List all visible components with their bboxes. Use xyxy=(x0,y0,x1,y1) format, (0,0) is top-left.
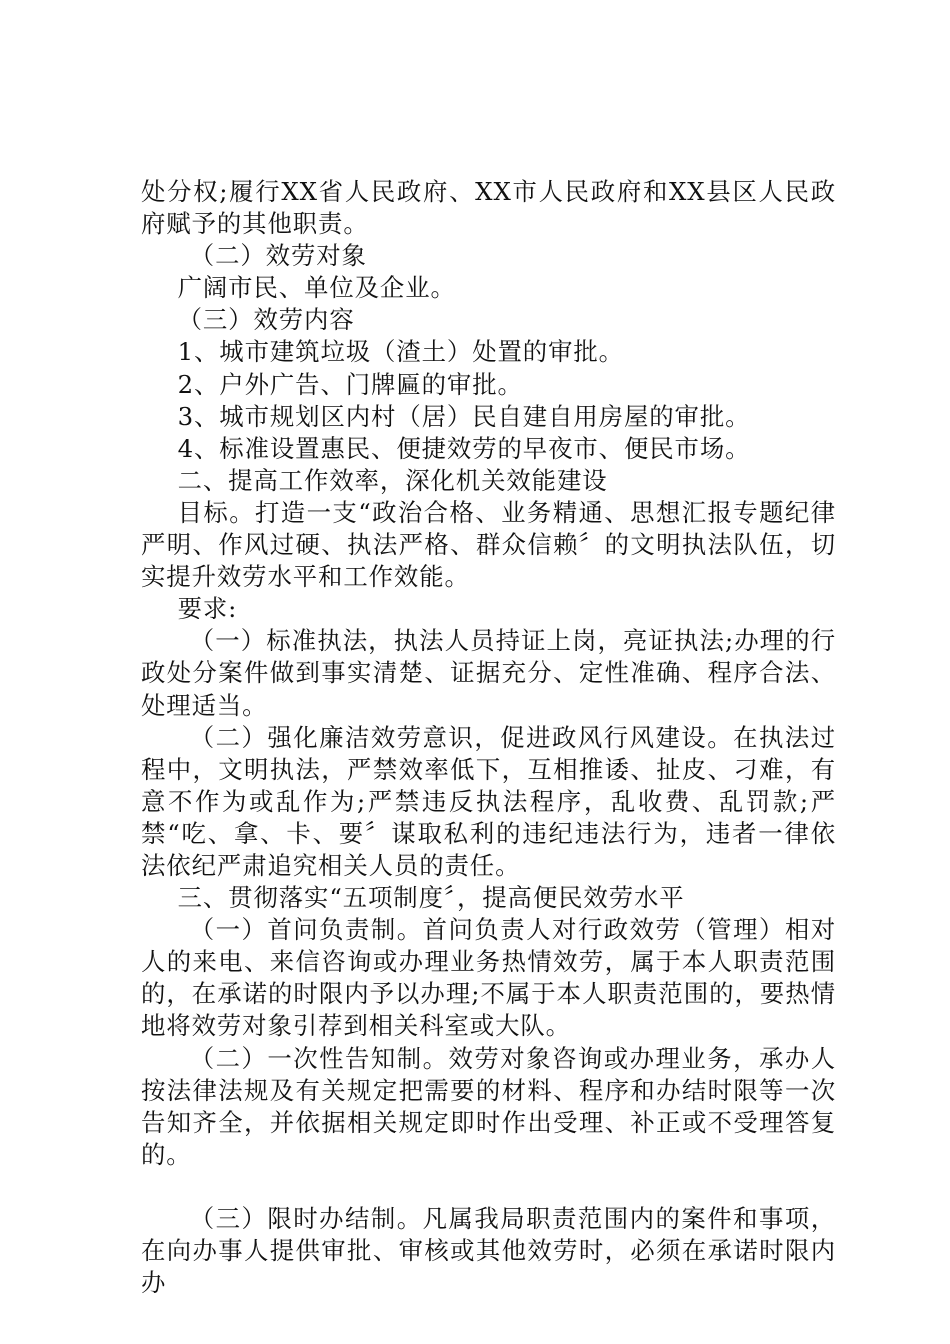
paragraph-first-inquiry: （一）首问负责制。首问负责人对行政效劳（管理）相对人的来电、来信咨询或办理业务热情效劳，属于本人职责范围的，在承诺的时限内予以办理;不属于本人职责范围的，要热情地将效劳对象引荐到相关科室或大队。 xyxy=(141,915,836,1041)
document-body xyxy=(141,176,836,1299)
paragraph-requirements-label: 要求: xyxy=(177,594,238,624)
paragraph-requirement-1: （一）标准执法，执法人员持证上岗，亮证执法;办理的行政处分案件做到事实清楚、证据充分、定性准确、程序合法、处理适当。 xyxy=(141,626,836,720)
heading-section-2: 二、提高工作效率，深化机关效能建设 xyxy=(177,465,608,495)
list-item-3: 3、城市规划区内村（居）民自建自用房屋的审批。 xyxy=(177,401,751,431)
paragraph-goal: 目标。打造一支“政治合格、业务精通、思想汇报专题纪律严明、作风过硬、执法严格、群众信赖〞的文明执法队伍，切实提升效劳水平和工作效能。 xyxy=(141,497,836,592)
paragraph-time-limit: （三）限时办结制。凡属我局职责范围内的案件和事项，在向办事人提供审批、审核或其他效劳时，必须在承诺时限内办 xyxy=(141,1204,836,1298)
list-item-1: 1、城市建筑垃圾（渣土）处置的审批。 xyxy=(177,337,624,367)
list-item-2: 2、户外广告、门牌匾的审批。 xyxy=(177,369,523,399)
paragraph-continuation: 处分权;履行XX省人民政府、XX市人民政府和XX县区人民政府赋予的其他职责。 xyxy=(141,177,836,239)
heading-section-3: 三、贯彻落实“五项制度〞，提高便民效劳水平 xyxy=(177,883,685,913)
subheading-service-target: （二）效劳对象 xyxy=(189,241,367,271)
paragraph-requirement-2: （二）强化廉洁效劳意识，促进政风行风建设。在执法过程中，文明执法，严禁效率低下，互相推诿、扯皮、刁难，有意不作为或乱作为;严禁违反执法程序，乱收费、乱罚款;严禁“吃、拿、卡、要〞谋取私利的违纪违法行为，违者一律依法依纪严肃追究相关人员的责任。 xyxy=(141,722,836,880)
paragraph-service-target: 广阔市民、单位及企业。 xyxy=(177,273,456,303)
subheading-service-content: （三）效劳内容 xyxy=(177,305,355,335)
list-item-4: 4、标准设置惠民、便捷效劳的早夜市、便民市场。 xyxy=(177,433,751,463)
paragraph-one-time-notice: （二）一次性告知制。效劳对象咨询或办理业务，承办人按法律法规及有关规定把需要的材料、程序和办结时限等一次告知齐全，并依据相关规定即时作出受理、补正或不受理答复的。 xyxy=(141,1043,836,1169)
